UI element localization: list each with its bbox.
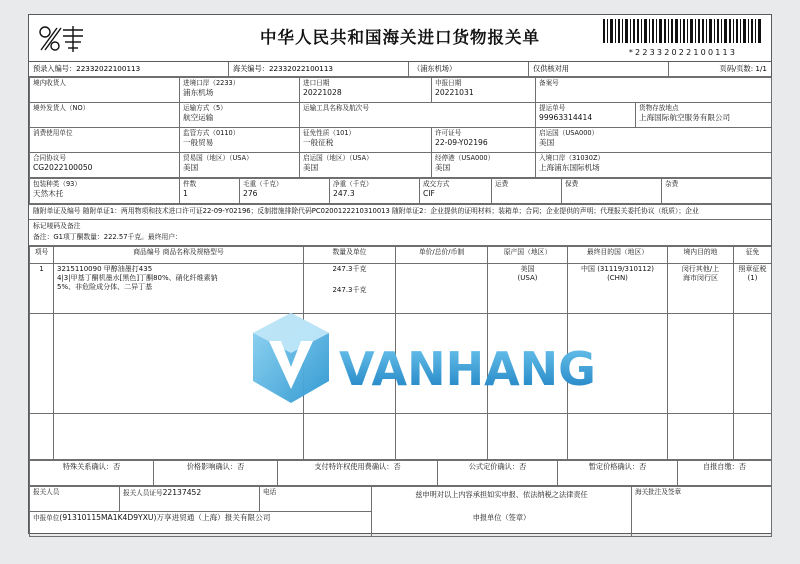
empty-cell-levy [734,313,772,413]
footer-broker-cert-value: 22137452 [162,487,202,497]
pre-entry-value: 22332022100113 [76,64,141,73]
footer-row-1 [30,486,772,511]
empty2-cell-final [568,413,668,459]
footer-stamp-label: 申报单位（签章） [472,512,531,522]
field-levy-nature-label: 征免性质（101） [303,129,356,137]
barcode-number: *22332022100113 [628,48,738,57]
field-contract [30,153,180,178]
empty2-cell-name [54,413,304,459]
field-record-no-label: 备案号 [539,79,559,87]
field-transport-tool [300,103,536,128]
field-misc-label: 杂费 [665,180,679,188]
field-gross-weight-value: 276 [243,189,258,199]
confirm-formula-price [438,460,558,485]
field-net-weight [330,179,420,204]
fields-grid [29,77,772,178]
confirm-self-declare [678,460,772,485]
field-trade-country-value: 美国 [183,163,199,173]
customs-no [229,62,409,76]
empty2-cell-seq [30,413,54,459]
goods-final-country-name: 中国 (31119/310112) [580,264,655,273]
field-consignee-label: 境内收货人 [33,79,66,87]
goods-code-line [57,265,300,274]
empty-cell-seq [30,313,54,413]
customs-no-label: 海关编号： [233,64,269,73]
package-grid [29,178,772,204]
page-title: 中华人民共和国海关进口货物报关单 [260,28,540,47]
field-freight-label: 运费 [495,180,509,188]
field-terms [420,179,492,204]
document-header [29,15,771,62]
marks-remarks-line: 备注：G1项丁酮数量：222.57千克。最终用户： [33,232,182,241]
footer-declare-unit [30,511,372,536]
confirm-special-relation-label: 特殊关系确认： [62,461,114,471]
field-entry-port [180,78,300,103]
goods-header-row [30,246,772,263]
field-pieces-value: 1 [183,189,188,199]
field-pieces [180,179,240,204]
goods-name-1: 甲醇油墨打435 [103,264,153,273]
goods-description [54,263,304,313]
table-row-empty [30,313,772,413]
goods-name-2: 4|3|甲基丁酮机墨水[黑色]丁酮80%、硝化纤维素钠 [57,273,218,282]
goods-origin-code: (USA) [517,273,538,282]
empty2-cell-origin [488,413,568,459]
empty-cell-origin [488,313,568,413]
confirm-royalty [278,460,438,485]
field-declare-date [432,78,536,103]
footer-statement: 兹申明对以上内容承担如实申报、依法纳税之法律责任 [415,489,588,499]
field-import-date-label: 进口日期 [303,79,330,87]
confirm-provisional-price [558,460,678,485]
confirm-special-relation [30,460,154,485]
field-freight [492,179,562,204]
field-origin-country-label: 启运国（USA000） [539,129,599,137]
field-misc [662,179,772,204]
field-terms-value: CIF [423,189,435,199]
field-row-1 [30,78,772,103]
field-row-3 [30,128,772,153]
field-contract-label: 合同协议号 [33,154,66,162]
attached-docs-line1: 随附单证1：两用物项和技术进口许可证22-09-Y02196；反制措施排除代码PC0200122210310013 随附单证2：企业提供的证明材料；装箱单；合同；企业提供的声明；代理报关委托协议（纸质）；企业 [82,207,699,215]
attached-docs-label: 随附单证及编号 [33,207,81,215]
field-net-weight-value: 247.3 [333,189,355,199]
confirm-formula-price-label: 公式定价确认： [468,461,520,471]
field-bill-no-label: 提运单号 [539,104,566,112]
field-levy-nature-value: 一般征税 [303,138,334,148]
goods-col-origin: 原产国（地区） [488,246,568,263]
empty-cell-final [568,313,668,413]
field-transport-mode-label: 运输方式（5） [183,104,227,112]
goods-final-country [568,263,668,313]
field-import-date [300,78,432,103]
field-insurance [562,179,662,204]
field-package [30,179,180,204]
customs-declaration-page [28,14,772,534]
field-ship-country-value: 美国 [303,163,319,173]
confirm-formula-price-value: 否 [519,461,527,471]
footer-broker [30,486,120,511]
goods-domestic [668,263,734,313]
goods-final-country-code: (CHN) [607,273,628,282]
field-bill-no-value: 99963314414 [539,113,593,123]
field-entry-customs-label: 入境口岸（31030Z） [539,154,605,162]
goods-seq: 1 [30,263,54,313]
field-package-value: 天然木托 [33,189,64,199]
field-row-4 [30,153,772,178]
field-entry-port-label: 进境口岸（2233） [183,79,240,87]
customs-no-value: 22332022100113 [268,64,333,73]
goods-qty-2: 247.3千克 [332,285,367,294]
goods-col-qty: 数量及单位 [304,246,396,263]
empty2-cell-price [396,413,488,459]
empty2-cell-qty [304,413,396,459]
field-transit-port-label: 经停港（USA000） [435,154,495,162]
goods-table [29,246,772,460]
field-gross-weight [240,179,330,204]
footer-broker-cert-label: 报关人员证号 [123,488,163,497]
goods-col-price: 单价/总价/币制 [396,246,488,263]
footer-phone [260,486,372,511]
empty-cell-name [54,313,304,413]
field-insurance-label: 保费 [565,180,579,188]
empty2-cell-levy [734,413,772,459]
page-label: 页码/页数: [719,64,754,73]
field-license-label: 许可证号 [435,129,462,137]
field-supervision-value: 一般贸易 [183,138,214,148]
field-transit-port [432,153,536,178]
footer-declare-unit-value: (91310115MA1K4D9YXU)万享进贸通（上海）报关有限公司 [59,512,271,522]
goods-origin-name: 美国 [520,264,535,273]
field-origin-country-value: 美国 [539,138,555,148]
footer-statement-cell [372,486,632,536]
footer-customs-cell [632,486,772,536]
confirm-price-influence-label: 价格影响确认： [186,461,238,471]
field-ship-country-label: 启运国（地区）（USA） [303,154,373,162]
footer-phone-label: 电话 [263,487,277,496]
confirm-provisional-price-value: 否 [639,461,647,471]
field-entry-customs-value: 上海浦东国际机场 [539,163,600,173]
pre-entry-no [29,62,229,76]
goods-col-final: 最终目的国（地区） [568,246,668,263]
field-trade-country-label: 贸易国（地区）（USA） [183,154,253,162]
field-import-date-value: 20221028 [303,88,342,98]
field-consumer-unit-label: 消费使用单位 [33,129,73,137]
barcode-image [601,19,765,43]
page-value: 1/1 [755,64,767,73]
field-entry-customs [536,153,772,178]
field-license-value: 22-09-Y02196 [435,138,488,148]
goods-levy-1: 照章征税 [738,264,767,273]
marks-remarks-label: 标记唛码及备注 [33,221,81,230]
confirm-self-declare-label: 自报自缴： [702,461,739,471]
field-declare-date-label: 申报日期 [435,79,462,87]
confirm-row [30,460,772,485]
footer-customs-label: 海关批注及签章 [635,487,682,496]
empty2-cell-domestic [668,413,734,459]
table-row [30,263,772,313]
goods-qty-1: 247.3千克 [332,264,367,273]
confirm-grid [29,460,772,486]
field-transport-tool-label: 运输工具名称及航次号 [303,104,369,112]
field-gross-weight-label: 毛重（千克） [243,180,283,188]
goods-name-3: 5%、非危险成分体、二异丁基 [57,283,153,292]
goods-col-domestic: 境内目的地 [668,246,734,263]
confirm-provisional-price-label: 暂定价格确认： [588,461,640,471]
field-supervision-label: 监管方式（0110） [183,129,240,137]
goods-domestic-1: 闵行其他/上 [681,264,720,273]
field-terms-label: 成交方式 [423,180,450,188]
attached-docs-block [29,204,771,220]
field-consumer-unit [30,128,180,153]
watermark-text: VANHANG [339,342,596,396]
field-license [432,128,536,153]
field-levy-nature [300,128,432,153]
footer-declare-unit-label: 申报单位 [33,513,60,522]
barcode [601,19,765,57]
footer-broker-cert [120,486,260,511]
field-ship-country [300,153,432,178]
field-supervision [180,128,300,153]
goods-col-levy: 征免 [734,246,772,263]
field-package-label: 包装种类（93） [33,180,81,188]
goods-levy [734,263,772,313]
confirm-self-declare-value: 否 [738,461,747,471]
empty-cell-domestic [668,313,734,413]
goods-code: 3215110090 [57,264,102,273]
top-strip [29,62,771,77]
field-storage-label: 货物存放地点 [639,104,679,112]
internal-use-note: 仅供核对用 [529,62,669,76]
field-shipper-label: 境外发货人（NO） [33,104,90,112]
field-shipper [30,103,180,128]
footer-broker-label: 报关人员 [33,487,60,496]
confirm-special-relation-value: 否 [113,461,121,471]
confirm-price-influence [154,460,278,485]
confirm-royalty-label: 支付特许权使用费确认： [314,461,394,471]
confirm-royalty-value: 否 [393,461,401,471]
empty-cell-qty [304,313,396,413]
field-transit-port-value: 美国 [435,163,451,173]
field-bill-no [536,103,636,128]
field-transport-mode [180,103,300,128]
port-note: （浦东机场） [409,62,529,76]
field-entry-port-value: 浦东机场 [183,88,214,98]
goods-qty [304,263,396,313]
goods-domestic-2: 海市闵行区 [683,273,718,282]
field-net-weight-label: 净重（千克） [333,180,373,188]
goods-origin [488,263,568,313]
empty-cell-price [396,313,488,413]
field-declare-date-value: 20221031 [435,88,474,98]
goods-col-name: 商品编号 商品名称及规格型号 [54,246,304,263]
goods-levy-2: (1) [747,273,758,282]
field-contract-value: CG2022100050 [33,163,93,173]
package-row [30,179,772,204]
field-transport-mode-value: 航空运输 [183,113,214,123]
footer-grid [29,486,772,537]
goods-price [396,263,488,313]
confirm-price-influence-value: 否 [237,461,245,471]
pre-entry-label: 预录入编号： [33,64,77,73]
marks-remarks-block [29,220,771,246]
field-trade-country [180,153,300,178]
field-row-2 [30,103,772,128]
goods-col-seq: 项号 [30,246,54,263]
field-record-no [536,78,772,103]
field-pieces-label: 件数 [183,180,197,188]
field-storage-value: 上海国际航空服务有限公司 [639,113,731,123]
table-row-empty-2 [30,413,772,459]
field-storage [636,103,772,128]
field-consignee [30,78,180,103]
field-origin-country [536,128,772,153]
page-indicator [669,62,771,76]
